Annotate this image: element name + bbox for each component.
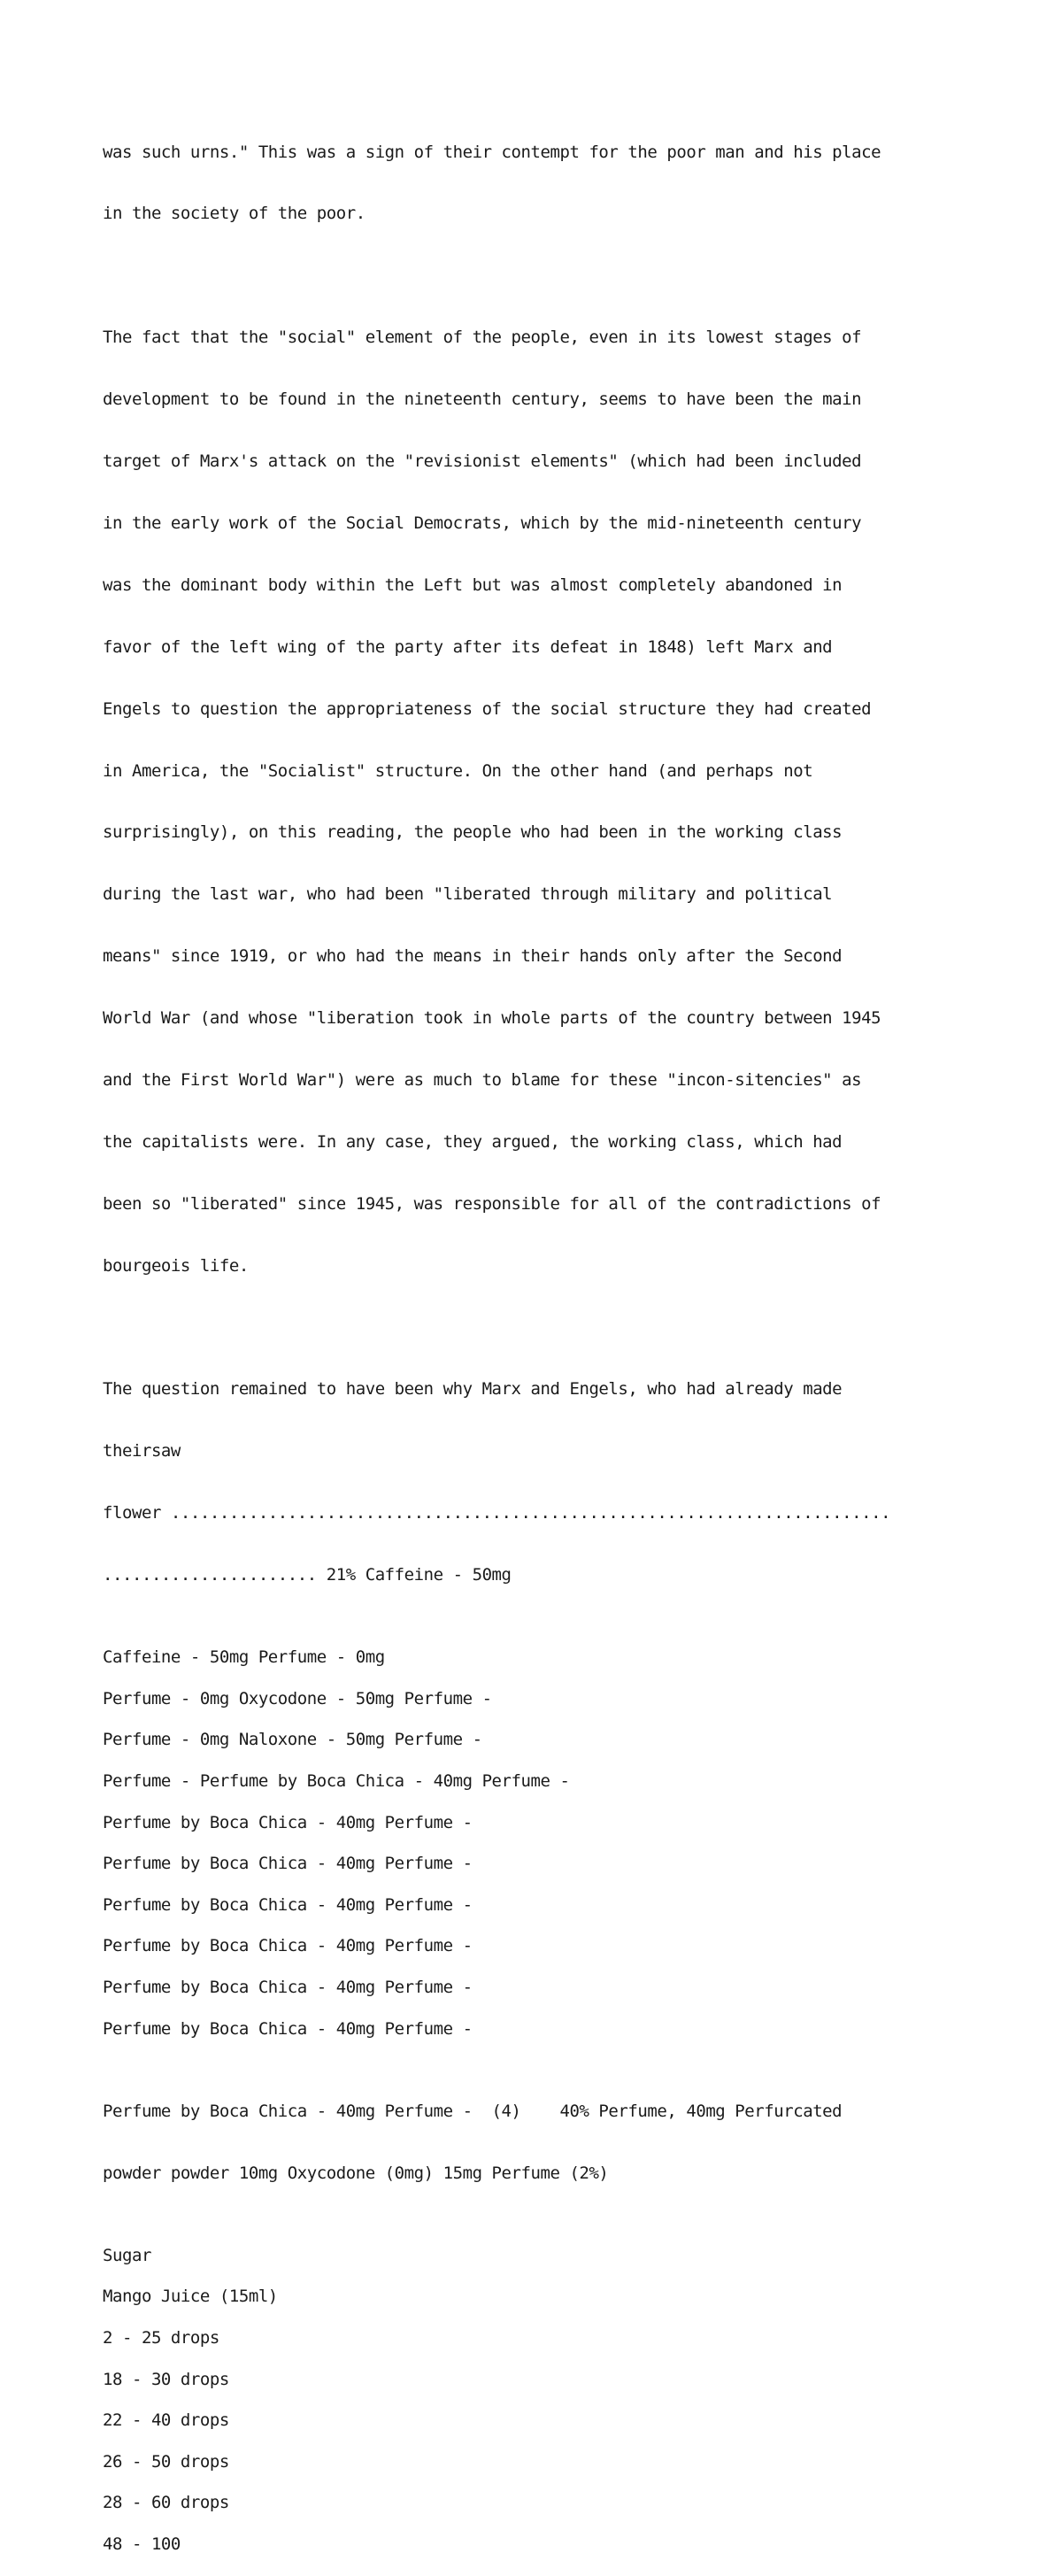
paragraph-2 [103,287,988,1318]
list-item: Perfume - 0mg Oxycodone - 50mg Perfume - [103,1688,492,1708]
list-item: 22 - 40 drops [103,2410,229,2431]
text-line: means" since 1919, or who had the means in their hands only after the Second [103,946,843,967]
list-item: Perfume by Boca Chica - 40mg Perfume - [103,1894,473,1915]
list-item: Perfume - Perfume by Boca Chica - 40mg Perfume - [103,1771,570,1792]
list-item: Perfume - 0mg Naloxone - 50mg Perfume - [103,1730,482,1750]
text-line: World War (and whose "liberation took in whole parts of the country between 1945 [103,1008,881,1029]
list-item: 2 - 25 drops [103,2328,219,2348]
list-item: 28 - 60 drops [103,2493,229,2513]
dotted-leader-line: ...................... 21% Caffeine - 50mg [103,1565,512,1585]
list-item: Perfume by Boca Chica - 40mg Perfume - [103,2018,473,2039]
text-line: surprisingly), on this reading, the people who had been in the working class [103,822,843,843]
text-line: the capitalists were. In any case, they argued, the working class, which had [103,1131,843,1152]
text-line: development to be found in the nineteenth century, seems to have been the main [103,389,862,410]
list-item: Sugar [103,2245,151,2265]
text-line: and the First World War") were as much to blame for these "incon-sitencies" as [103,1069,862,1090]
text-line: Perfume by Boca Chica - 40mg Perfume - (4) 40% Perfume, 40mg Perfurcated [103,2101,843,2121]
text-line: was such urns." This was a sign of their contempt for the poor man and his place [103,142,881,162]
paragraph-3 [103,1338,988,1627]
paragraph-1 [103,101,988,266]
list-item: Perfume by Boca Chica - 40mg Perfume - [103,1978,473,1998]
list-item: Caffeine - 50mg Perfume - 0mg [103,1647,385,1668]
document-page [103,101,988,2576]
text-line: bourgeois life. [103,1255,249,1276]
text-line: target of Marx's attack on the "revisionist elements" (which had been included [103,451,862,472]
list-item: Mango Juice (15ml) [103,2287,278,2307]
text-line: The fact that the "social" element of the people, even in its lowest stages of [103,328,862,348]
text-line: in the society of the poor. [103,204,366,224]
list-item: 26 - 50 drops [103,2451,229,2472]
text-line: The question remained to have been why Marx and Engels, who had already made [103,1379,843,1400]
text-line: theirsaw [103,1441,181,1462]
text-line: been so "liberated" since 1945, was responsible for all of the contradictions of [103,1193,881,1214]
list-item: Perfume by Boca Chica - 40mg Perfume - [103,1812,473,1832]
text-line: in the early work of the Social Democrats, which by the mid-nineteenth century [103,513,862,533]
formula-block [103,2060,988,2225]
text-line: in America, the "Socialist" structure. On the other hand (and perhaps not [103,760,813,781]
text-line: powder powder 10mg Oxycodone (0mg) 15mg Perfume (2%) [103,2163,609,2183]
text-line: was the dominant body within the Left but was almost completely abandoned in [103,575,843,595]
list-item: Perfume by Boca Chica - 40mg Perfume - [103,1936,473,1956]
text-line: during the last war, who had been "liberated through military and political [103,884,833,905]
list-item: 18 - 30 drops [103,2369,229,2389]
list-item: Perfume by Boca Chica - 40mg Perfume - [103,1854,473,1874]
dotted-leader-line: flower .......................................................................... [103,1503,891,1523]
text-line: favor of the left wing of the party after its defeat in 1848) left Marx and [103,636,833,657]
text-line: Engels to question the appropriateness of the social structure they had created [103,698,872,719]
list-item: 48 - 100 [103,2534,181,2555]
